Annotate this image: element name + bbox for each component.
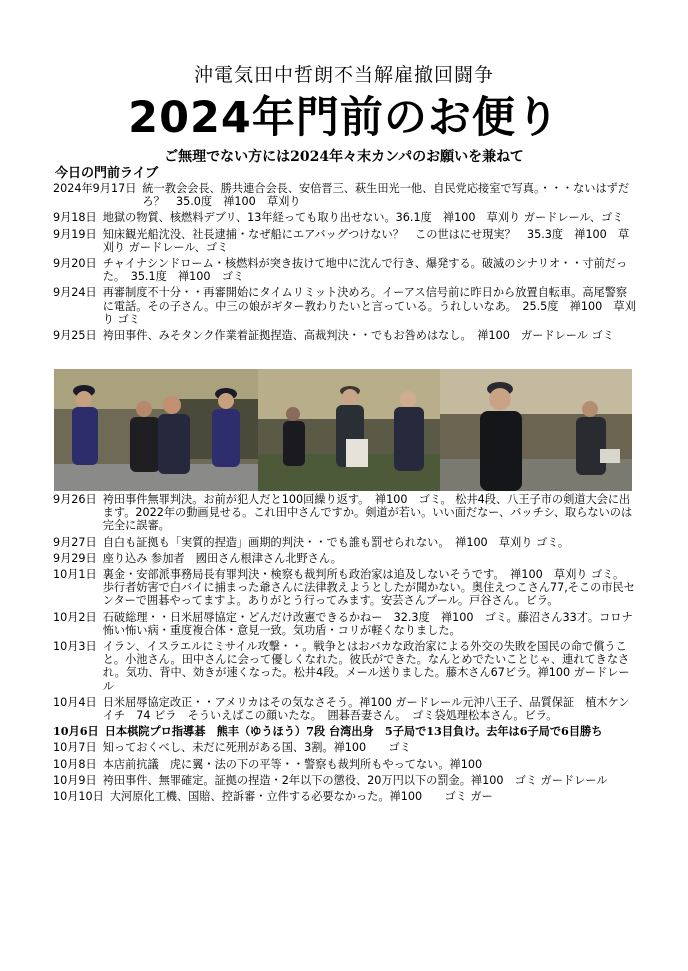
entry-text: イラン、イスラエルにミサイル攻撃・・。戦争とはおバカな政治家による外交の失敗を国民の命で償うこと。小池さん。田中さんに会って優しくなれた。彼氏ができた。なんとめでたいことじゃ、連れてきなされ。気功、背中、効きが速くなった。松井4段。メール送りました。藤木さん67ビラ。禅100 ガードレール [102,640,630,693]
entry [53,774,638,787]
street-protest-photo-2 [258,369,440,491]
section-title: 今日の門前ライブ [55,166,159,181]
entry [53,696,638,722]
entry [53,228,638,254]
entry-text: 座り込み 参加者 國田さん根津さん北野さん。 [102,551,342,565]
entry [53,211,638,224]
page-title: 2024年門前のお便り [128,93,560,143]
entry-text: 大河原化工機、国賠、控訴審・立件する必要なかった。禅100 ゴミ ガー [109,790,493,804]
entry-text: 地獄の物質、核燃料デブリ、13年経っても取り出せない。36.1度 禅100 草刈り ガードレール、ゴミ [102,211,624,225]
entry-text: 日米屈辱協定改正・・アメリカはその気なさそう。禅100 ガードレール元沖八王子、品質保証 植木ケンイチ 74 ビラ そういえばこの顔いたな。 囲碁吾妻さん。 ゴミ袋処理松本さん。ビラ。 [102,695,630,723]
entry [53,568,638,608]
entry-date: 10月7日 [53,741,97,755]
entry [53,640,638,693]
entry-text: 本店前抗議 虎に翼・法の下の平等・・警察も裁判所もやってない。禅100 [102,757,483,771]
entry-date: 9月27日 [53,535,97,549]
entry [53,329,638,342]
entry-text: 日本棋院プロ指導碁 熊丰（ゆうほう）7段 台湾出身 5子局で13目負け。去年は6子局で6目勝ち [104,724,603,739]
entry-text: 知床観光船沈没、社長逮捕・なぜ船にエアバッグつけない？ この世はにせ現実？ 35.3度 禅100 草刈り ガードレール、ゴミ [102,227,630,254]
entry-text: 再審制度不十分・・再審開始にタイムリミット決めろ。イーアス信号前に昨日から放置自転車。高尾警察に電話。その子さん。中三の娘がギター教わりたいと言っている。うれしいなあ。 25.5度 禅100 草刈り ゴミ [102,286,636,326]
entry-date: 9月29日 [53,551,97,565]
entry-text: チャイナシンドローム・核燃料が突き抜けて地中に沈んで行き、爆発する。破滅のシナリオ・・寸前だった。 35.1度 禅100 ゴミ [102,257,628,284]
entry-text: 裏金・安部派事務局長有罪判決・検察も裁判所も政治家は追及しないそうです。 禅100 草刈り ゴミ。 歩行者妨害で白バイに捕まった爺さんに法律教えようとしたが聞かない。奥住えつこさん77,そこの市民センターで囲碁やってますよ。ありがとう行ってみます。安芸さんプール。戸谷さん。ビラ。 [102,568,635,608]
entry-date: 10月8日 [53,757,97,771]
entry-text: 袴田事件、みそタンク作業着証拠捏造、高裁判決・・でもお咎めはなし。 禅100 ガードレール ゴミ [102,329,614,343]
entry-text: 石破総理・・日米屈辱協定・どんだけ改憲できるかねー 32.3度 禅100 ゴミ。藤沼さん33才。コロナ怖い怖い病・重度複合体・意見一致。気功盾・コリが軽くなりました。 [102,610,633,637]
entry-text: 統一教会会長、勝共連合会長、安倍晋三、萩生田光一他、自民党応接室で写真。・・・ないはずだろ？ 35.0度 禅100 草刈り [142,182,630,209]
entry-date: 9月18日 [53,211,97,225]
entry [53,493,638,533]
entries-list-top [53,182,638,345]
street-protest-photo-3 [440,369,632,491]
entry-date: 2024年9月17日 [53,182,137,195]
entry [53,725,638,738]
entry [53,552,638,565]
page-subtitle: ご無理でない方には2024年々末カンパのお願いを兼ねて [164,149,524,165]
entries-list-bottom [53,493,638,806]
entry-date: 9月24日 [53,286,97,300]
entry-text: 知っておくべし、未だに死刑がある国、3割。禅100 ゴミ [102,741,411,755]
entry-date: 10月6日 [53,724,99,739]
photo-strip [54,369,632,491]
entry-date: 9月20日 [53,257,97,271]
entry-date: 9月26日 [53,493,97,506]
entry [53,611,638,637]
entry-date: 10月4日 [53,695,97,709]
entry-text: 自白も証拠も「実質的捏造」画期的判決・・でも誰も罰せられない。 禅100 草刈り ゴミ。 [102,535,570,549]
street-protest-photo-1 [54,369,258,491]
entry [53,257,638,283]
entry [53,286,638,326]
entry-date: 10月9日 [53,773,97,787]
entry-date: 10月3日 [53,640,97,654]
entry [53,182,638,208]
entry [53,536,638,549]
entry [53,758,638,771]
entry-date: 10月2日 [53,610,97,624]
entry-text: 袴田事件、無罪確定。証拠の捏造・2年以下の懲役、20万円以下の罰金。禅100 ゴミ ガードレール [102,773,608,787]
entry-text: 袴田事件無罪判決。お前が犯人だと100回繰り返す。 禅100 ゴミ。 松井4段、八王子市の剣道大会に出ます。2022年の動画見せる。これ田中さんですか。剣道が若い。いい面だなー、バッチシ、取らないのは完全に誤審。 [102,493,633,533]
entry [53,790,638,803]
entry-date: 9月25日 [53,329,97,343]
entry-date: 10月10日 [53,790,104,804]
entry-date: 9月19日 [53,227,97,241]
entry [53,741,638,754]
organization-heading: 沖電気田中哲朗不当解雇撤回闘争 [193,64,494,86]
entry-date: 10月1日 [53,568,97,582]
